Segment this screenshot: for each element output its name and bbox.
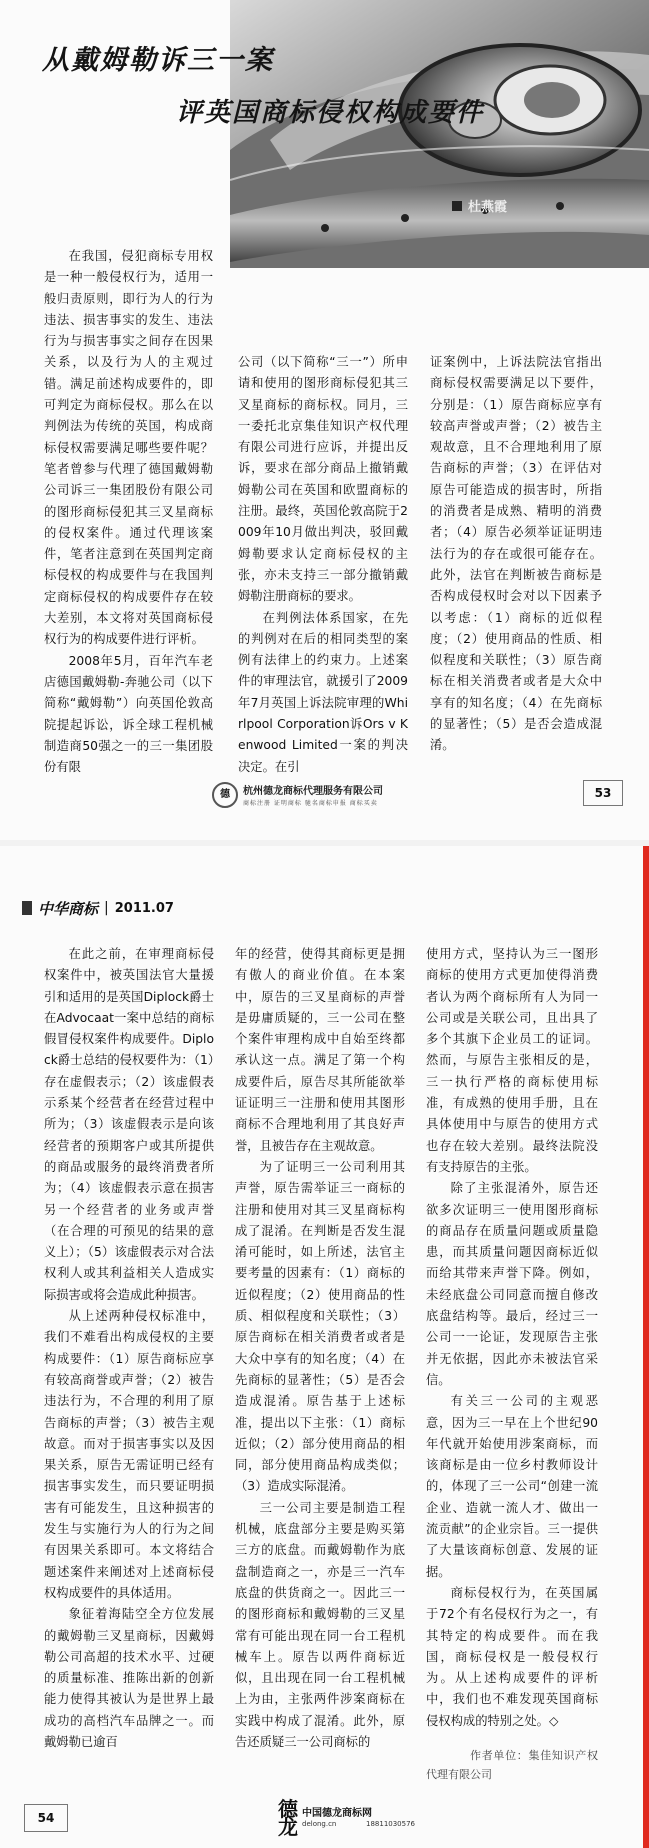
footer-tagline: 商标注册 证明商标 驰名商标申报 商标买卖 <box>243 800 378 807</box>
page53-column-3 <box>430 352 602 757</box>
header-divider: | <box>104 900 109 916</box>
article-title-line2: 评英国商标侵权构成要件 <box>176 98 485 128</box>
magazine-header <box>22 898 622 918</box>
page53-footer <box>0 778 649 818</box>
page-number: 54 <box>24 1804 68 1832</box>
paragraph: 在此之前，在审理商标侵权案件中，被英国法官大量援引和适用的是英国Diplock爵士在Advocaat一案中总结的商标假冒侵权案件构成要件。Diplock爵士总结的侵权要件为：（1）存在虚假表示；（2）该虚假表示系某个经营者在经营过程中所为；（3）该虚假表示是向该经营者的预期客户或其所提供的商品或服务的最终消费者所为；（4）该虚假表示意在损害另一个经营者的业务或声誉（在合理的可预见的结果的意义上）；（5）该虚假表示对合法权利人或其利益相关人造成实际损害或将会造成此种损害。 <box>44 947 214 1302</box>
page53-column-2 <box>238 352 408 778</box>
paragraph: 从上述两种侵权标准中，我们不难看出构成侵权的主要构成要件：（1）原告商标应享有较高商誉或声誉；（2）被告违法行为，不合理的利用了原告商标的声誉；（3）被告主观故意。而对于损害事实以及因果关系，原告无需证明已经有损害事实发生，而只要证明损害有可能发生，且这种损害的发生与实施行为人的行为之间有因果关系即可。本文将结合题述案件来阐述对上述商标侵权构成要件的具体适用。 <box>44 1309 214 1600</box>
author-byline <box>452 196 507 215</box>
paragraph: 公司（以下简称“三一”）所申请和使用的图形商标侵犯其三叉星商标的商标权。同月，三一委托北京集佳知识产权代理有限公司进行应诉，并提出反诉，要求在部分商品上撤销戴姆勒公司在英国和欧盟商标的注册。最终，英国伦敦高院于2009年10月做出判决，驳回戴姆勒要求认定商标侵权的主张，亦未支持三一部分撤销戴姆勒注册商标的要求。 <box>238 355 408 604</box>
footer-phone: 18811030576 <box>366 1820 415 1828</box>
page54-column-3 <box>426 944 598 1784</box>
footer-url: delong.cn <box>302 1820 337 1828</box>
author-name: 杜燕霞 <box>468 200 508 215</box>
header-mark-icon <box>22 901 32 915</box>
page54-column-1 <box>44 944 214 1753</box>
company-logo-icon: 德 <box>212 782 238 808</box>
paragraph: 为了证明三一公司利用其声誉，原告需举证三一商标的注册和使用对其三叉星商标构成了混淆。在判断是否发生混淆可能时，如上所述，法官主要考量的因素有：（1）商标的近似程度；（2）使用商品的性质、相似程度和关联性；（3）原告商标在相关消费者或者是大众中享有的知名度；（4）在先商标的显著性；（5）是否会造成混淆。原告基于上述标准，提出以下主张：（1）商标近似；（2）部分使用商品的相同，部分使用商品构成类似；（3）造成实际混淆。 <box>235 1159 405 1494</box>
issue-date: 2011.07 <box>114 900 174 916</box>
paragraph: 三一公司主要是制造工程机械，底盘部分主要是购买第三方的底盘。而戴姆勒作为底盘制造商之一，亦是三一汽车底盘的供货商之一。因此三一的图形商标和戴姆勒的三叉星常有可能出现在同一台工程机械车上。原告以两件商标近似，且出现在同一台工程机械上为由，主张两件涉案商标在实践中构成了混淆。此外，原告还质疑三一公司商标的 <box>235 1500 405 1749</box>
car-photo <box>230 0 649 268</box>
magazine-name: 中华商标 <box>38 899 99 918</box>
paragraph: 除了主张混淆外，原告还欲多次证明三一使用图形商标的商品存在质量问题或质量隐患，而其质量问题因商标近似而给其带来声誉下降。例如，未经底盘公司同意而擅自修改底盘结构等。最后，经过三一公司一一论证，发现原告主张并无依据，因此亦未被法官采信。 <box>426 1181 598 1387</box>
footer-brand-logo: 德龙 <box>278 1797 298 1839</box>
article-title-line1: 从戴姆勒诉三一案 <box>42 45 274 76</box>
page-53 <box>0 0 649 840</box>
paragraph: 有关三一公司的主观恶意，因为三一早在上个世纪90年代就开始使用涉案商标，而该商标是由一位乡村教师设计的，体现了三一公司“创建一流企业、造就一流人才、做出一流贡献”的企业宗旨。三一提供了大量该商标创意、发展的证据。 <box>426 1394 598 1579</box>
page54-column-2 <box>235 944 405 1753</box>
footer-company: 杭州德龙商标代理服务有限公司 <box>243 786 383 797</box>
paragraph: 在我国，侵犯商标专用权是一种一般侵权行为，适用一般归责原则，即行为人的行为违法、损害事实的发生、违法行为与损害事实之间存在因果关系，以及行为人的主观过错。满足前述构成要件的，即可判定为商标侵权。那么在以判例法为传统的英国，构成商标侵权需要满足哪些要件呢？笔者曾参与代理了德国戴姆勒公司诉三一集团股份有限公司的图形商标侵犯其三叉星商标的侵权案件。通过代理该案件，笔者注意到在英国判定商标侵权的构成要件与在我国判定商标侵权的构成要件存在较大差别，本文将对英国商标侵权行为的构成要件进行评析。 <box>44 249 213 647</box>
page-54 <box>0 846 649 1848</box>
footer-site-name: 中国德龙商标网 <box>302 1808 372 1819</box>
square-bullet-icon <box>452 201 462 211</box>
paragraph: 2008年5月，百年汽车老店德国戴姆勒-奔驰公司（以下简称“戴姆勒”）向英国伦敦高院提起诉讼，诉全球工程机械制造商50强之一的三一集团股份有限 <box>44 653 213 775</box>
page54-footer <box>0 1796 649 1846</box>
paragraph: 年的经营，使得其商标更是拥有傲人的商业价值。在本案中，原告的三叉星商标的声誉是毋庸质疑的，三一公司在整个案件审理构成中自始至终都承认这一点。满足了第一个构成要件后，原告尽其所能欲举证证明三一注册和使用其图形商标不合理地利用了其良好声誉，且被告存在主观故意。 <box>235 947 405 1153</box>
page-number: 53 <box>583 780 623 806</box>
paragraph: 商标侵权行为，在英国属于72个有名侵权行为之一，有其特定的构成要件。而在我国，商标侵权是一般侵权行为。从上述构成要件的评析中，我们也不难发现英国商标侵权构成的特别之处。◇ <box>426 1585 598 1728</box>
paragraph: 在判例法体系国家，在先的判例对在后的相同类型的案例有法律上的约束力。上述案件的审理法官，就援引了2009年7月英国上诉法院审理的Whirlpool Corporation诉Ors v Kenwood Limited一案的判决决定。在引 <box>238 610 408 774</box>
paragraph: 使用方式，坚持认为三一图形商标的使用方式更加使得消费者认为两个商标所有人为同一公司或是关联公司，且出具了多个其旗下企业员工的证词。然而，与原告主张相反的是，三一执行严格的商标使用标准，有成熟的使用手册，且在具体使用中与原告的使用方式也存在较大差别。最终法院没有支持原告的主张。 <box>426 947 598 1174</box>
red-edge-bar <box>643 846 649 1848</box>
author-unit: 作者单位：集佳知识产权代理有限公司 <box>426 1748 598 1781</box>
page53-column-1 <box>44 246 213 778</box>
paragraph: 象征着海陆空全方位发展的戴姆勒三叉星商标，因戴姆勒公司高超的技术水平、过硬的质量标准、推陈出新的创新能力使得其被认为是世界上最成功的高档汽车品牌之一。而戴姆勒已逾百 <box>44 1607 214 1749</box>
paragraph: 证案例中，上诉法院法官指出商标侵权需要满足以下要件，分别是：（1）原告商标应享有较高声誉或声誉；（2）被告主观故意，且不合理地利用了原告商标的声誉；（3）在评估对原告可能造成的损害时，所指的消费者是成熟、精明的消费者；（4）原告必须举证证明违法行为的存在或很可能存在。此外，法官在判断被告商标是否构成侵权时会对以下因素予以考虑：（1）商标的近似程度；（2）使用商品的性质、相似程度和关联性；（3）原告商标在相关消费者或者是大众中享有的知名度；（4）在先商标的显著性；（5）是否会造成混淆。 <box>430 355 602 753</box>
